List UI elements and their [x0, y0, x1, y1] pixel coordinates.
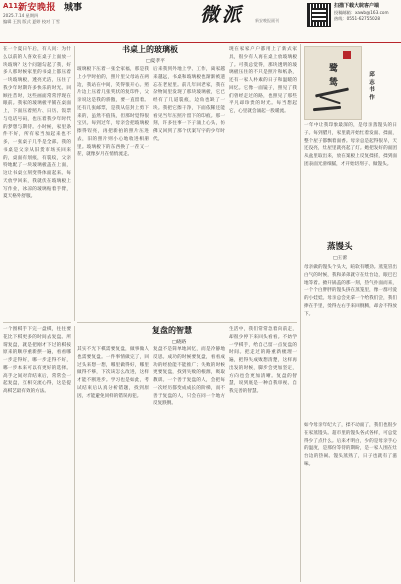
qr-code-icon[interactable] [307, 3, 331, 27]
article-column: 复盘不是简单地回忆，而是冷静地反思。成功的时候要复盘，看看成功的经验能不能推广；失败的时候更要复盘，找到失败的根源，吸取教训。一个善于复盘的人，会把每一次经历都变成成长的阶梯，而不善于复盘的人，只会在同一个地方反复跌倒。 [153, 347, 225, 407]
article-column: 一年中让我印象最深的，是母亲蒸馒头的日子。每到腊月，家里就开始忙着发面、揉面，整个屋子都飘着面香。母亲总是起得很早，天还没亮，灶屋里就亮起了灯。她把发好的面团从盆里取出来，放在案板上反复揉搓，揉到面团表面光滑细腻，才开始切剂子、做馒头。 [304, 123, 397, 167]
ink-stroke [319, 96, 341, 105]
column-divider [300, 44, 301, 582]
article-column: 在一个夏日午后，有人问：为什么以前的人喜欢在桌子上面放一块玻璃？这个问题勾起了我，好多人那时候家里的书桌上都压着一块玻璃板，透亮光洁，压住了我少年时期许多快乐的时光。回顾往昔时，这些画面常常浮现在眼前。我家的玻璃板平铺在桌面上，下面压着照片、日历、饭票与电话号码，也压着我少年时代的梦想与期待。小时候，家里条件不好，所有家当加起来也不多，一张桌子几乎是全部。我的书桌是父亲从旧货市场买回来的，桌面有划痕，有裂纹，父亲特地配了一块玻璃板盖在上面，这让书桌立刻变得体面起来。每天放学回来，我就伏在玻璃板上写作业，冰凉的玻璃贴着手臂，夏天格外舒服。 [3, 47, 71, 200]
article-column: 其实不光下棋需要复盘，做事做人也需要复盘。一件事情做完了，回过头来想一想，哪里做得好，哪里做得不够，下次该怎么改进，这样才能不断进步。学习也是如此，考试结束后认真分析错题，找到原因，才能避免同样的错误再犯。 [77, 347, 149, 399]
page-header [0, 0, 401, 43]
article-column: 生活中，我们常常急着向前走，却很少停下来回头看看。不妨学一学棋手，给自己留一点复盘的时间。把走过的路重新梳理一遍，把得失成败想清楚，这样再出发的时候，脚步会更加坚定，方向也会更加清晰。复盘的智慧，说到底是一种自我审视、自我完善的智慧。 [229, 327, 297, 394]
article-column: 母亲做的馒头个头大，暄软有嚼劲。蒸笼冒出白气的时候，我和弟弟就守在灶台边，眼巴巴地等着。掀开锅盖的那一刻，热气扑面而来，一个个白胖胖的馒头挤在蒸笼里，像一群可爱的小娃娃。母亲总会先拿一个给我们尝，我们捧在手里，烫得左右手来回倒腾，却舍不得放下。 [304, 265, 397, 317]
article-column: 后来我到外地上学、工作，离家越来越远，书桌和玻璃板也渐渐被遗忘在老屋里。前几年回老家，我在杂物间里发现了那块玻璃板，它已经有了几道裂痕，边角也缺了一块。我把它擦干净，下面依稀还能看见当年压照片留下的印痕。那一刻，许多往事一下子涌上心头，仿佛又回到了那个伏案写字的少年时代。 [153, 67, 225, 142]
article-column: 玻璃板下压着一张全家福，那是我上小学时拍的，照片里父母站在两边，我站在中间，笑得很开心。照片边上压着几张奖状的复印件，父亲说这是我的骄傲，要一直留着。还有几张邮票，是我从信封上剪下来的，虽然不值钱，但那时觉得很宝贝。每到过年，母亲会把玻璃板擦得锃亮，再把新拍的照片压进去，旧的照片则小心地收进相册里。玻璃板下的东西换了一茬又一茬，就像岁月在悄悄流走。 [77, 67, 149, 158]
article-byline: □晓路 [172, 340, 187, 345]
column-divider [74, 46, 75, 321]
article-title: 书桌上的玻璃板 [122, 45, 178, 54]
article-column: 一个围棋手下完一盘棋，往往要花比下棋更多的时间去复盘。所谓复盘，就是把刚才下过的棋按原来的顺序重新摆一遍，看看哪一步走得好，哪一步走得不好，哪一步本来可以有更好的选择。高手之间对弈结束后，常常会一起复盘，互相交流心得，这是提高棋艺最有效的方法。 [3, 327, 71, 394]
painting-author-label: 邱志书作 [369, 72, 375, 101]
header-meta [3, 13, 60, 25]
ink-stroke [313, 106, 341, 111]
section-name: 城事 [64, 3, 83, 13]
article-column: 如今母亲年纪大了，揉不动面了，我们也很少在家蒸馒头。超市里的馒头各式各样，可总觉得少了点什么。后来才明白，少的是母亲手心的温度，是那份等待的期盼，是一家人围在灶台边的热闹。馒头蒸熟了，日子也就有了滋味。 [304, 423, 397, 467]
masthead-logo: 新安晚报 [18, 3, 57, 13]
painting-character: 鹭 [329, 64, 339, 74]
painting-character: 鸶 [329, 78, 339, 88]
article-column: 现在家家户户都用上了新式家具，很少有人再在桌上放玻璃板了。可我总觉得，那块透明的玻璃板压住的不只是照片和纸条，还有一家人朴素的日子和温暖的回忆。它像一面镜子，照见了我们曾经走过的路，也照见了那些平凡却珍贵的时光。每当想起它，心里就会涌起一股暖流。 [229, 47, 297, 114]
column-logo-subtitle: 新安晚报副刊 [255, 18, 279, 23]
calligraphy-painting [304, 46, 362, 120]
qr-info [334, 3, 398, 23]
page-number: A11 [3, 2, 19, 10]
column-divider [74, 326, 75, 582]
article-title: 蒸馒头 [327, 242, 353, 252]
qr-email: 投稿邮箱：xawb@163.com [334, 9, 389, 15]
section-divider [3, 322, 71, 323]
qr-title: 扫描下载大皖客户端 [334, 3, 380, 9]
seal-stamp [343, 51, 351, 59]
header-date: 2025.7.14 星期四 [3, 13, 39, 18]
column-logo: 微派 [200, 4, 245, 26]
qr-hotline: 热线：0551-62755028 [334, 16, 381, 21]
article-byline: □夏孝平 [146, 59, 165, 64]
article-byline: □王蕾 [333, 256, 348, 261]
section-divider [77, 322, 297, 323]
article-title: 复盘的智慧 [152, 326, 192, 335]
header-editors: 编辑 王凯 版式 夏婷 校对 丁雪 [3, 19, 60, 24]
